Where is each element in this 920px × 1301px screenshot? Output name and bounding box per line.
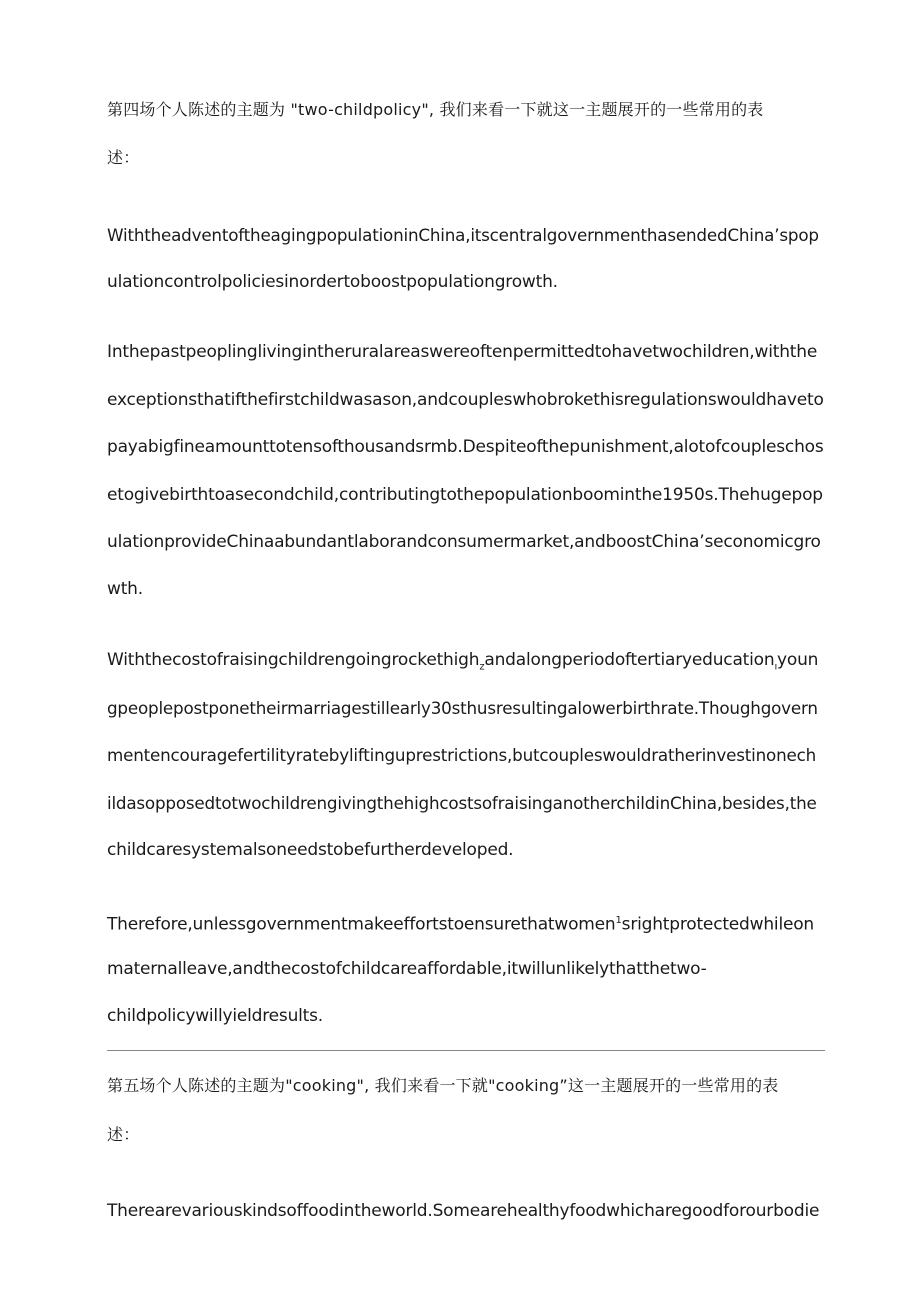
paragraph-line: mentencouragefertilityratebyliftinguprestrictions,butcoupleswouldratherinvestinonech bbox=[107, 745, 817, 765]
paragraph-line bbox=[107, 649, 818, 678]
footnote-mark: 1 bbox=[615, 915, 622, 926]
paragraph-line: wth. bbox=[107, 579, 143, 599]
paragraph-line: WiththeadventoftheagingpopulationinChina,itscentralgovernmenthasendedChina’spop bbox=[107, 225, 819, 245]
section-divider bbox=[107, 1050, 825, 1051]
footnote-mark: z bbox=[479, 661, 485, 673]
section4-heading: 第四场个人陈述的主题为 "two-childpolicy", 我们来看一下就这一主题展开的一些常用的表 bbox=[107, 100, 764, 119]
footnote-mark: ı bbox=[774, 661, 778, 673]
paragraph-line: ildasopposedtotwochildrengivingthehighcostsofraisinganotherchildinChina,besides,the bbox=[107, 793, 817, 813]
paragraph-text: srightprotectedwhileon bbox=[621, 914, 815, 935]
paragraph-text: andalongperiodoftertiaryeducation bbox=[484, 650, 775, 670]
paragraph-line: childcaresystemalsoneedstobefurtherdeveloped. bbox=[107, 840, 514, 860]
paragraph-line: ulationprovideChinaabundantlaborandconsumermarket,andboostChina’seconomicgro bbox=[107, 532, 821, 552]
paragraph-text: youn bbox=[777, 650, 819, 670]
section5-heading: 第五场个人陈述的主题为"cooking", 我们来看一下就"cooking”这一主题展开的一些常用的表 bbox=[107, 1076, 779, 1095]
paragraph-text: Withthecostofraisingchildrengoingrockethigh bbox=[107, 650, 480, 670]
paragraph-line: childpolicywillyieldresults. bbox=[107, 1006, 323, 1026]
section5-heading-cont: 述： bbox=[107, 1125, 140, 1144]
section4-heading-cont: 述： bbox=[107, 148, 140, 167]
paragraph-line: payabigfineamounttotensofthousandsrmb.Despiteofthepunishment,alotofcoupleschos bbox=[107, 437, 824, 457]
paragraph-line: etogivebirthtoasecondchild,contributingtothepopulationboominthe1950s.Thehugepop bbox=[107, 485, 823, 505]
paragraph-line bbox=[107, 910, 814, 936]
paragraph-line: maternalleave,andthecostofchildcareaffordable,itwillunlikelythatthetwo- bbox=[107, 959, 707, 979]
paragraph-text: Therefore,unlessgovernmentmakeeffortstoensurethatwomen bbox=[107, 914, 616, 935]
paragraph-line: Inthepastpeoplinglivingintheruralareaswereoftenpermittedtohavetwochildren,withthe bbox=[107, 342, 818, 362]
paragraph-line: exceptionsthatifthefirstchildwasason,andcoupleswhobrokethisregulationswouldhaveto bbox=[107, 390, 824, 410]
paragraph-line: Therearevariouskindsoffoodintheworld.Somearehealthyfoodwhicharegoodforourbodie bbox=[107, 1201, 820, 1221]
paragraph-line: gpeoplepostponetheirmarriagestillearly30sthusresultingalowerbirthrate.Thoughgovern bbox=[107, 698, 818, 718]
paragraph-line: ulationcontrolpoliciesinordertoboostpopulationgrowth. bbox=[107, 272, 558, 292]
